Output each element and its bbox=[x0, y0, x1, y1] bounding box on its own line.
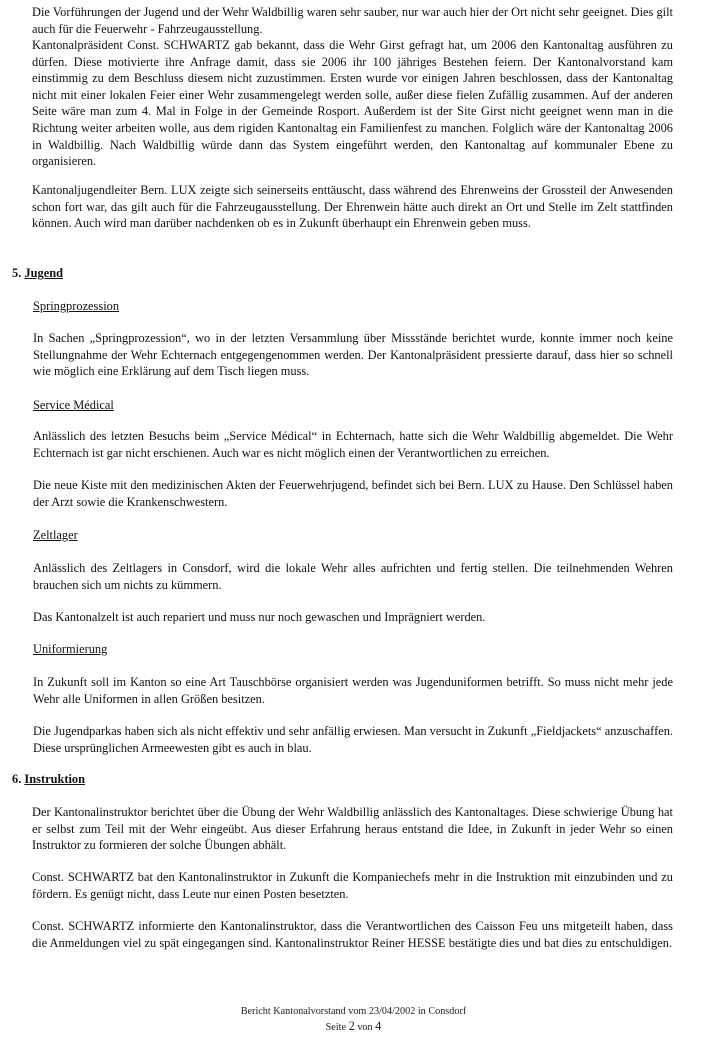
service-medical-paragraph-2: Die neue Kiste mit den medizinischen Akten der Feuerwehrjugend, befindet sich bei Bern. LUX zu Hause. Den Schlüssel haben der Arzt sowie die Krankenschwestern. bbox=[33, 478, 673, 509]
subheading-springprozession: Springprozession bbox=[33, 299, 120, 313]
page-of-label: von bbox=[357, 1022, 373, 1033]
footer-page-number bbox=[0, 1019, 707, 1035]
instruktion-paragraph-2: Const. SCHWARTZ bat den Kantonalinstruktor in Zukunft die Kompaniechefs mehr in die Instruktion mit einzubinden und zu fördern. Es genügt nicht, dass Leute nur einen Posten besetzten. bbox=[32, 870, 673, 901]
intro-paragraph-3: Kantonaljugendleiter Bern. LUX zeigte sich seinerseits enttäuscht, dass während des Ehrenweins der Grossteil der Anwesenden schon fort war, das gilt auch für die Fahrzeugausstellung. Der Ehrenwein hätte auch direkt an Ort und Stelle im Zelt stattfinden können. Auch wird man darüber nachdenken ob es in Zukunft überhaupt ein Ehrenwein geben muss. bbox=[32, 183, 673, 231]
section-heading-instruktion bbox=[12, 771, 85, 787]
section-title: Jugend bbox=[24, 266, 63, 280]
zeltlager-paragraph-2: Das Kantonalzelt ist auch repariert und muss nur noch gewaschen und Imprägniert werden. bbox=[33, 610, 486, 624]
section-heading-jugend bbox=[12, 265, 63, 281]
intro-paragraph-1: Die Vorführungen der Jugend und der Wehr Waldbillig waren sehr sauber, nur war auch hier der Ort nicht sehr geeignet. Dies gilt auch für die Feuerwehr - Fahrzeugausstellung. bbox=[32, 5, 673, 36]
zeltlager-paragraph-1: Anlässlich des Zeltlagers in Consdorf, wird die lokale Wehr alles aufrichten und fertig stellen. Die teilnehmenden Wehren brauchen sich um nichts zu kümmern. bbox=[33, 561, 673, 592]
subheading-service-medical: Service Médical bbox=[33, 398, 114, 412]
footer-report-line: Bericht Kantonalvorstand vom 23/04/2002 in Consdorf bbox=[240, 1006, 467, 1017]
page-total: 4 bbox=[375, 1019, 382, 1033]
section-number: 5. bbox=[12, 266, 22, 280]
service-medical-paragraph-1: Anlässlich des letzten Besuchs beim „Service Médical“ in Echternach, hatte sich die Wehr Waldbillig abgemeldet. Die Wehr Echternach ist gar nicht erschienen. Auch war es nicht möglich einen der Verantwortlichen zu erreichen. bbox=[33, 429, 673, 460]
section-number: 6. bbox=[12, 772, 22, 786]
section-title: Instruktion bbox=[24, 772, 86, 786]
instruktion-paragraph-1: Der Kantonalinstruktor berichtet über die Übung der Wehr Waldbillig anlässlich des Kantonaltages. Diese schwierige Übung hat er selbst zum Teil mit der Wehr eingeübt. Aus dieser Erfahrung heraus entstand die Idee, in Zukunft in jeder Wehr so einen Instruktor zu formieren der solche Übungen abhält. bbox=[32, 805, 673, 853]
subheading-uniformierung: Uniformierung bbox=[33, 642, 108, 656]
intro-paragraph-2: Kantonalpräsident Const. SCHWARTZ gab bekannt, dass die Wehr Girst gefragt hat, um 2006 den Kantonaltag ausführen zu dürfen. Diese motivierte ihre Anfrage damit, dass sie 2006 ihr 100 jähriges Bestehen feiern. Der Kantonalvorstand kam einstimmig zu dem Beschluss diesem nicht zuzustimmen. Ersten wurde vor einigen Jahren beschlossen, dass der Kantonaltag nicht mit einer lokalen Feier einer Wehr zusammengelegt werden solle, außer diese fielen Zufällig zusammen. Auf der anderen Seite wäre man zum 4. Mal in Folge in der Gemeinde Rosport. Außerdem ist der Site Girst nicht geeignet wenn man in die Richtung weiter arbeiten wolle, aus dem rigiden Kantonaltag ein Familienfest zu manchen. Folglich wäre der Kantonaltag 2006 in Waldbillig. Nach Waldbillig würde dann das System eingeführt werden, den Kantonaltag auf kommunaler Ebene zu organisieren. bbox=[32, 38, 673, 169]
springprozession-paragraph: In Sachen „Springprozession“, wo in der letzten Versammlung über Missstände berichtet wurde, konnte immer noch keine Stellungnahme der Wehr Echternach entgegengenommen werden. Der Kantonalpräsident pressierte darauf, dass hier so schnell wie möglich eine Erklärung auf dem Tisch liegen muss. bbox=[33, 331, 673, 379]
page-current: 2 bbox=[348, 1019, 355, 1033]
subheading-zeltlager: Zeltlager bbox=[33, 528, 78, 542]
uniformierung-paragraph-2: Die Jugendparkas haben sich als nicht effektiv und sehr anfällig erwiesen. Man versucht in Zukunft „Fieldjackets“ anzuschaffen. Diese ursprünglichen Armeewesten gibt es auch in blau. bbox=[33, 724, 673, 755]
instruktion-paragraph-3: Const. SCHWARTZ informierte den Kantonalinstruktor, dass die Verantwortlichen des Caisson Feu uns mitgeteilt haben, dass die Anmeldungen viel zu spät eingegangen sind. Kantonalinstruktor Reiner HESSE bestätigte dies und bat dies zu entschuldigen. bbox=[32, 919, 673, 950]
page-label: Seite bbox=[325, 1022, 347, 1033]
uniformierung-paragraph-1: In Zukunft soll im Kanton so eine Art Tauschbörse organisiert werden was Jugenduniformen betrifft. So muss nicht mehr jede Wehr alle Uniformen in allen Größen besitzen. bbox=[33, 675, 673, 706]
page-footer bbox=[0, 1005, 707, 1035]
